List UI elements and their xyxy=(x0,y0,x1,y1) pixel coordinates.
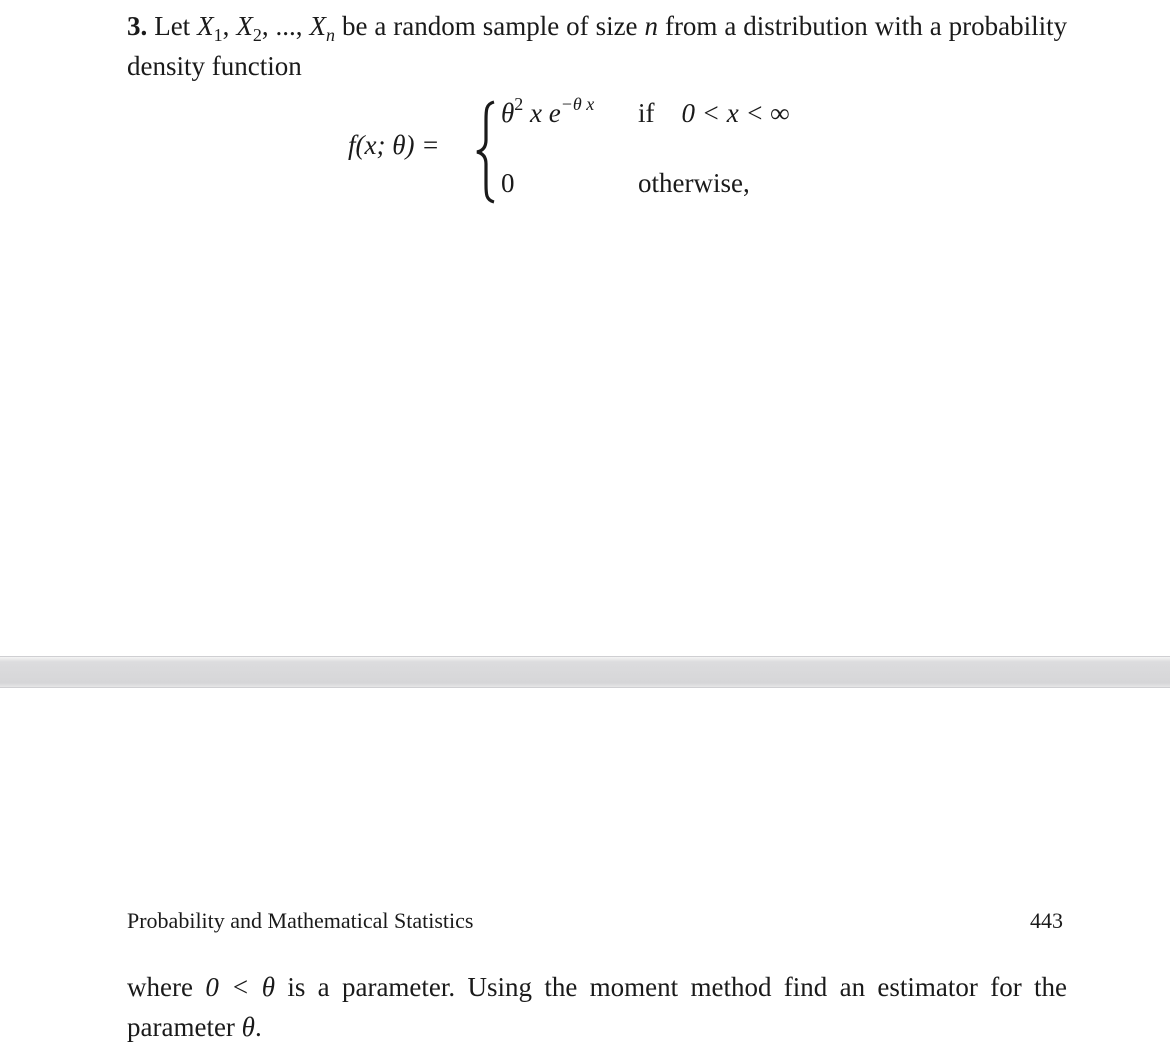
page-number: 443 xyxy=(1030,908,1063,933)
var-n: n xyxy=(644,11,658,41)
case1-expression: $\theta^2$ x $e^{-\theta x}$ xyxy=(501,94,595,128)
case2-condition: otherwise, xyxy=(638,168,750,198)
theta-symbol: θ xyxy=(241,1012,255,1042)
footer-title: Probability and Mathematical Statistics xyxy=(127,908,474,933)
theta-condition: 0 < θ xyxy=(205,972,275,1002)
text-parameter: is a parameter. Using the moment method find an estimator for the parameter xyxy=(127,972,1068,1042)
left-brace-icon xyxy=(474,100,498,204)
text-sample: be a random sample of size xyxy=(341,11,638,41)
equation-lhs: f(x; θ) = xyxy=(348,130,440,160)
text-let: Let xyxy=(154,11,191,41)
pdf-equation xyxy=(348,96,868,208)
problem-statement xyxy=(127,6,1067,86)
problem-continuation: where 0 < θ is a parameter. Using the moment method find an estimator for the parameter θ. xyxy=(127,972,1068,1042)
text-where: where xyxy=(127,972,193,1002)
problem-number: 3. xyxy=(127,11,148,41)
sample-variables: $X_1$, $X_2$, ..., $X_n$ xyxy=(197,11,335,45)
case2-expression: 0 xyxy=(501,168,515,198)
text-distribution: from a distribution with a probability density function xyxy=(127,11,1068,81)
page-separator xyxy=(0,656,1170,688)
case1-condition: if 0 < x < ∞ xyxy=(638,98,790,128)
